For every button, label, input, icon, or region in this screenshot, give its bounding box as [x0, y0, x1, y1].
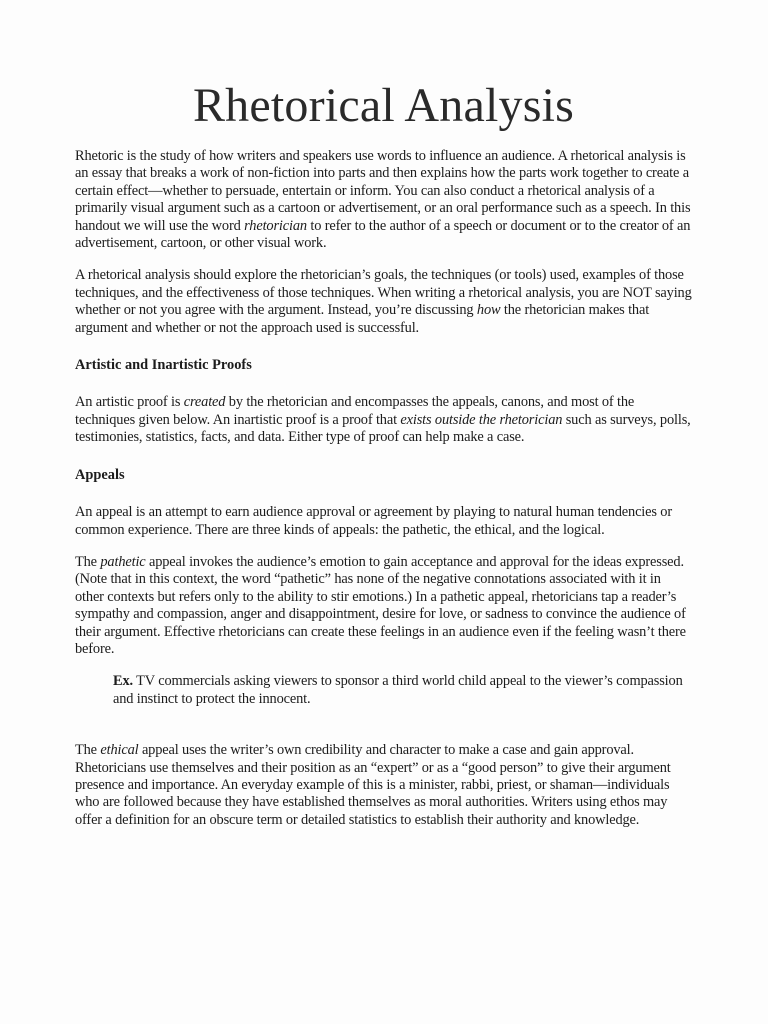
example-label: Ex.: [113, 673, 133, 690]
pathetic-emphasis: pathetic: [100, 553, 146, 570]
proofs-text-b: by the rhetorician and encompasses the appeals, canons, and most of the techniques given below. An inartistic proof is a proof that: [75, 394, 635, 428]
intro-text-b: to refer to the author of a speech or document or to the creator of an advertisement, cartoon, or other visual work.: [75, 217, 691, 252]
ethical-paragraph: [75, 742, 692, 829]
ethical-text-a: The: [75, 742, 101, 759]
ethical-emphasis: ethical: [100, 742, 139, 759]
goals-text-a: A rhetorical analysis should explore the rhetorician’s goals, the techniques (or tools) used, examples of those techniques, and the effectiveness of those techniques. When writing a rhetorical analysis, you are NOT saying whether or not you agree with the argument. Instead, you’re discussing: [75, 267, 692, 319]
goals-text-b: the rhetorician makes that argument and whether or not the approach used is successful.: [75, 302, 650, 336]
intro-text-a: Rhetoric is the study of how writers and speakers use words to influence an audience. A rhetorical analysis is an essay that breaks a work of non-fiction into parts and then explains how the parts work together to create a certain effect—whether to persuade, entertain or inform. You can also conduct a rhetorical analysis of a primarily visual argument such as a cartoon or advertisement, or an oral performance such as a speech. In this handout we will use the word: [75, 148, 691, 234]
pathetic-text-b: appeal invokes the audience’s emotion to gain acceptance and approval for the ideas expressed. (Note that in this context, the word “pathetic” has none of the negative connotations associated with it in other contexts but refers only to the ability to stir emotions.) In a pathetic appeal, rhetoricians tap a reader’s sympathy and compassion, anger and disappointment, desire for love, or sadness to convince the audience of their argument. Effective rhetoricians can create these feelings in an audience even if the feeling wasn’t there before.: [75, 553, 686, 657]
section-heading-proofs: Artistic and Inartistic Proofs: [75, 357, 252, 374]
proofs-emphasis-exists: exists outside the rhetorician: [400, 411, 563, 428]
ethical-text-b: appeal uses the writer’s own credibility and character to make a case and gain approval. Rhetoricians use themselves and their position as an “expert” or as a “good person” to give their argument presence and importance. An everyday example of this is a minister, rabbi, priest, or shaman—individuals who are followed because they have established themselves as moral authorities. Writers using ethos may offer a definition for an obscure term or detailed statistics to establish their authority and knowledge.: [75, 742, 671, 828]
intro-paragraph: [75, 148, 692, 252]
goals-paragraph: [75, 267, 692, 337]
proofs-text-a: An artistic proof is: [75, 394, 184, 411]
proofs-emphasis-created: created: [183, 394, 226, 411]
pathetic-text-a: The: [75, 553, 101, 570]
example-text: TV commercials asking viewers to sponsor a third world child appeal to the viewer’s compassion and instinct to protect the innocent.: [113, 673, 683, 707]
example-block: [113, 673, 692, 708]
appeals-paragraph: An appeal is an attempt to earn audience approval or agreement by playing to natural human tendencies or common experience. There are three kinds of appeals: the pathetic, the ethical, and the logical.: [75, 504, 672, 538]
intro-emphasis: rhetorician: [244, 217, 307, 234]
pathetic-paragraph: [75, 554, 692, 658]
proofs-paragraph: [75, 394, 692, 446]
page-title: Rhetorical Analysis: [192, 79, 575, 132]
section-heading-appeals: Appeals: [75, 466, 125, 483]
goals-emphasis: how: [476, 302, 501, 319]
proofs-text-c: such as surveys, polls, testimonies, statistics, facts, and data. Either type of proof can help make a case.: [75, 411, 691, 446]
